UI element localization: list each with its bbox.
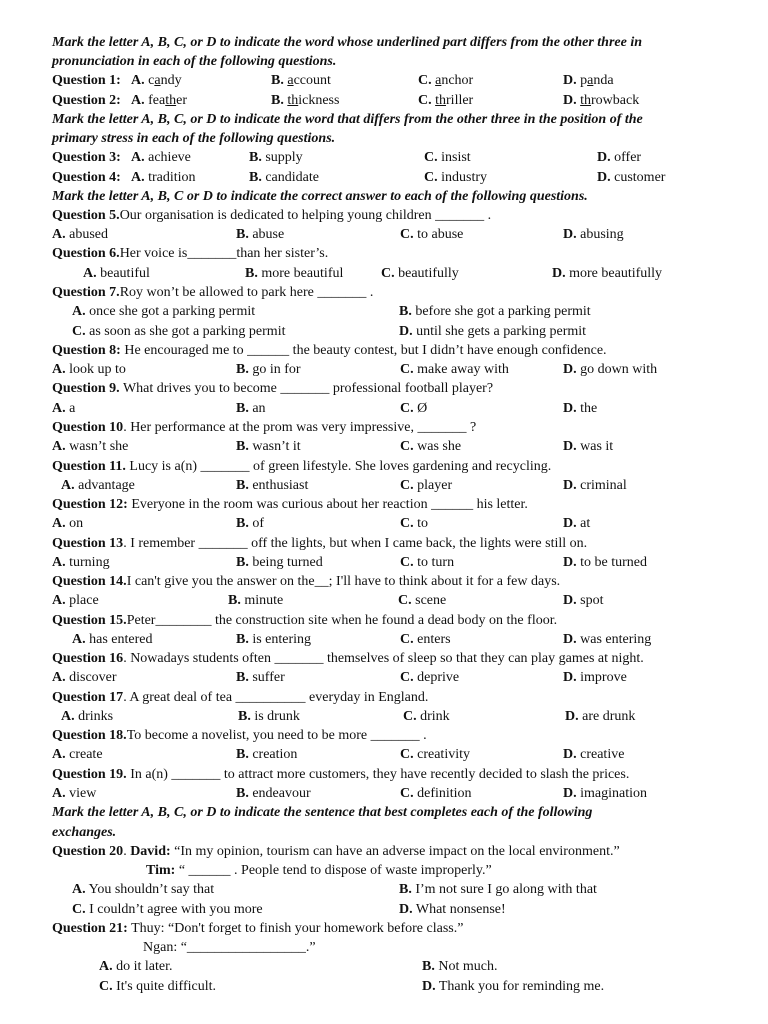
q9-option-b: B. an <box>236 401 266 416</box>
q5-option-d: D. abusing <box>563 227 624 242</box>
q20-option-a: A. You shouldn’t say that <box>72 882 215 897</box>
q21-option-d: D. Thank you for reminding me. <box>422 979 605 994</box>
q9-option-a: A. a <box>52 401 76 416</box>
q9-option-c: C. Ø <box>400 401 428 416</box>
question-15: Question 15.Peter________ the construction site when he found a dead body on the floor. <box>52 613 558 628</box>
question-21: Question 21: Thuy: “Don't forget to finish your homework before class.” <box>52 921 464 936</box>
q14-option-c: C. scene <box>398 593 447 608</box>
q17-option-b: B. is drunk <box>238 709 300 724</box>
question-17: Question 17. A great deal of tea __________ everyday in England. <box>52 690 429 705</box>
q3-option-d: D. offer <box>597 150 642 165</box>
q10-option-b: B. wasn’t it <box>236 439 301 454</box>
q19-option-b: B. endeavour <box>236 786 311 801</box>
q4-option-b: B. candidate <box>249 170 319 185</box>
question-9: Question 9. What drives you to become _______ professional football player? <box>52 381 494 396</box>
instruction-stress-line2: primary stress in each of the following questions. <box>52 131 336 146</box>
q16-option-a: A. discover <box>52 670 117 685</box>
q20-option-d: D. What nonsense! <box>399 902 506 917</box>
q6-option-a: A. beautiful <box>83 266 150 281</box>
instruction-pronunciation-line2: pronunciation in each of the following questions. <box>52 54 337 69</box>
q15-option-c: C. enters <box>400 632 451 647</box>
q17-option-a: A. drinks <box>61 709 114 724</box>
question-18: Question 18.To become a novelist, you need to be more _______ . <box>52 728 427 743</box>
q16-option-c: C. deprive <box>400 670 460 685</box>
q14-option-b: B. minute <box>228 593 284 608</box>
q19-option-c: C. definition <box>400 786 472 801</box>
q10-option-c: C. was she <box>400 439 462 454</box>
q13-option-a: A. turning <box>52 555 110 570</box>
q18-option-c: C. creativity <box>400 747 470 762</box>
question-5: Question 5.Our organisation is dedicated to helping young children _______ . <box>52 208 492 223</box>
q10-option-a: A. wasn’t she <box>52 439 129 454</box>
q8-option-d: D. go down with <box>563 362 658 377</box>
instruction-exchanges-line2: exchanges. <box>52 825 117 840</box>
q7-option-d: D. until she gets a parking permit <box>399 324 587 339</box>
q14-option-a: A. place <box>52 593 99 608</box>
q8-option-b: B. go in for <box>236 362 301 377</box>
q20-option-b: B. I’m not sure I go along with that <box>399 882 597 897</box>
q21-option-a: A. do it later. <box>99 959 173 974</box>
q12-option-d: D. at <box>563 516 591 531</box>
q8-option-a: A. look up to <box>52 362 126 377</box>
q19-option-d: D. imagination <box>563 786 648 801</box>
q16-option-b: B. suffer <box>236 670 285 685</box>
q12-option-b: B. of <box>236 516 265 531</box>
q21-option-b: B. Not much. <box>422 959 498 974</box>
question-4-label: Question 4: <box>52 170 121 185</box>
q7-option-a: A. once she got a parking permit <box>72 304 256 319</box>
question-8: Question 8: He encouraged me to ______ the beauty contest, but I didn’t have enough confidence. <box>52 343 607 358</box>
question-2-label: Question 2: <box>52 93 121 108</box>
instruction-correct-answer: Mark the letter A, B, C or D to indicate the correct answer to each of the following questions. <box>52 189 588 204</box>
question-14: Question 14.I can't give you the answer on the__; I'll have to think about it for a few days. <box>52 574 561 589</box>
q15-option-d: D. was entering <box>563 632 652 647</box>
q11-option-a: A. advantage <box>61 478 135 493</box>
q5-option-b: B. abuse <box>236 227 285 242</box>
q9-option-d: D. the <box>563 401 598 416</box>
q4-option-d: D. customer <box>597 170 666 185</box>
q2-option-d: D. throwback <box>563 93 640 108</box>
q12-option-a: A. on <box>52 516 84 531</box>
question-7: Question 7.Roy won’t be allowed to park here _______ . <box>52 285 374 300</box>
q10-option-d: D. was it <box>563 439 614 454</box>
q2-option-b: B. thickness <box>271 93 340 108</box>
q14-option-d: D. spot <box>563 593 604 608</box>
q6-option-b: B. more beautiful <box>245 266 344 281</box>
q5-option-a: A. abused <box>52 227 109 242</box>
q6-option-d: D. more beautifully <box>552 266 663 281</box>
q11-option-b: B. enthusiast <box>236 478 309 493</box>
question-13: Question 13. I remember _______ off the lights, but when I came back, the lights were still on. <box>52 536 588 551</box>
q17-option-d: D. are drunk <box>565 709 636 724</box>
q21-reply: Ngan: “_________________.” <box>143 940 316 955</box>
q17-option-c: C. drink <box>403 709 450 724</box>
q4-option-a: A. tradition <box>131 170 196 185</box>
q8-option-c: C. make away with <box>400 362 509 377</box>
q18-option-b: B. creation <box>236 747 298 762</box>
q7-option-c: C. as soon as she got a parking permit <box>72 324 286 339</box>
q20-option-c: C. I couldn’t agree with you more <box>72 902 263 917</box>
q4-option-c: C. industry <box>424 170 488 185</box>
question-12: Question 12: Everyone in the room was curious about her reaction ______ his letter. <box>52 497 528 512</box>
q13-option-b: B. being turned <box>236 555 323 570</box>
q1-option-b: B. account <box>271 73 331 88</box>
question-1-label: Question 1: <box>52 73 121 88</box>
q5-option-c: C. to abuse <box>400 227 464 242</box>
q15-option-a: A. has entered <box>72 632 153 647</box>
q11-option-d: D. criminal <box>563 478 627 493</box>
question-6: Question 6.Her voice is_______than her sister’s. <box>52 246 329 261</box>
question-19: Question 19. In a(n) _______ to attract more customers, they have recently decided to slash the prices. <box>52 767 630 782</box>
q11-option-c: C. player <box>400 478 453 493</box>
q1-option-c: C. anchor <box>418 73 474 88</box>
q19-option-a: A. view <box>52 786 97 801</box>
question-3-label: Question 3: <box>52 150 121 165</box>
instruction-stress-line1: Mark the letter A, B, C, or D to indicate the word that differs from the other three in the position of the <box>52 112 643 127</box>
q12-option-c: C. to <box>400 516 429 531</box>
q2-option-a: A. feather <box>131 93 187 108</box>
q13-option-c: C. to turn <box>400 555 455 570</box>
q21-option-c: C. It's quite difficult. <box>99 979 216 994</box>
q1-option-d: D. panda <box>563 73 614 88</box>
q2-option-c: C. thriller <box>418 93 474 108</box>
instruction-pronunciation-line1: Mark the letter A, B, C, or D to indicate the word whose underlined part differs from the other three in <box>52 35 642 50</box>
question-11: Question 11. Lucy is a(n) _______ of green lifestyle. She loves gardening and recycling. <box>52 459 552 474</box>
question-16: Question 16. Nowadays students often _______ themselves of sleep so that they can play games at night. <box>52 651 644 666</box>
question-20: Question 20. David: “In my opinion, tourism can have an adverse impact on the local environment.” <box>52 844 620 859</box>
q18-option-d: D. creative <box>563 747 625 762</box>
q3-option-b: B. supply <box>249 150 303 165</box>
q1-option-a: A. candy <box>131 73 182 88</box>
q15-option-b: B. is entering <box>236 632 312 647</box>
instruction-exchanges-line1: Mark the letter A, B, C, or D to indicate the sentence that best completes each of the following <box>52 805 593 820</box>
q16-option-d: D. improve <box>563 670 627 685</box>
q3-option-c: C. insist <box>424 150 471 165</box>
q18-option-a: A. create <box>52 747 103 762</box>
q7-option-b: B. before she got a parking permit <box>399 304 591 319</box>
q6-option-c: C. beautifully <box>381 266 459 281</box>
q20-reply: Tim: “ ______ . People tend to dispose of waste improperly.” <box>146 863 492 878</box>
question-10: Question 10. Her performance at the prom was very impressive, _______ ? <box>52 420 477 435</box>
q13-option-d: D. to be turned <box>563 555 647 570</box>
q3-option-a: A. achieve <box>131 150 191 165</box>
